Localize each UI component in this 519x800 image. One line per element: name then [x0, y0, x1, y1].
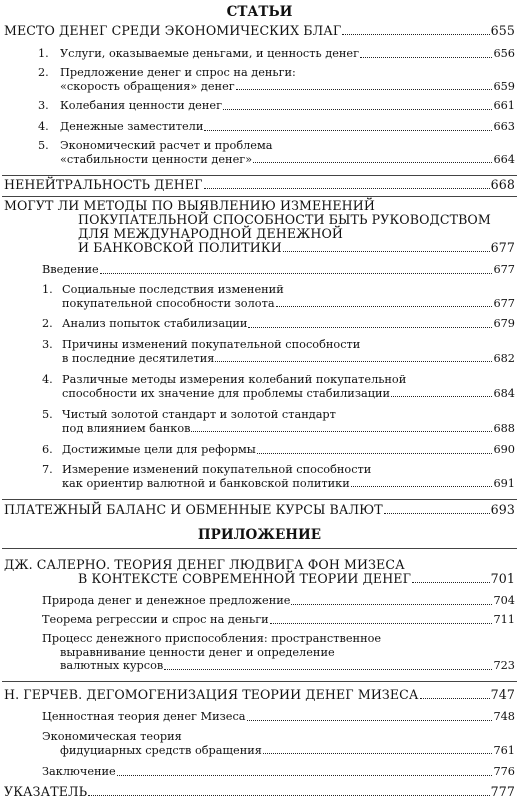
entry-title: «скорость обращения» денег: [60, 79, 235, 93]
toc-entry[interactable]: [42, 765, 515, 779]
entry-title-line: ДЛЯ МЕЖДУНАРОДНОЙ ДЕНЕЖНОЙ: [78, 226, 343, 241]
page-number: 690: [493, 443, 515, 456]
entry-number: 2.: [38, 66, 49, 79]
page-number: 748: [493, 710, 515, 723]
section-heading-appendix: ПРИЛОЖЕНИЕ: [197, 527, 322, 543]
toc-entry[interactable]: [42, 373, 515, 400]
page-number: 677: [493, 296, 515, 310]
toc-entry[interactable]: [42, 613, 515, 627]
entry-title: Заключение: [42, 765, 116, 778]
dot-leader: [247, 719, 493, 721]
entry-title: Теорема регрессии и спрос на деньги: [42, 613, 269, 626]
dot-leader: [253, 161, 492, 163]
page-number: 704: [493, 594, 515, 607]
entry-title-line: Измерение изменений покупательной способности: [62, 463, 372, 476]
entry-title-line: Предложение денег и спрос на деньги:: [60, 66, 296, 79]
dot-leader: [236, 88, 493, 90]
dot-leader: [351, 485, 493, 487]
entry-title: Денежные заместители: [60, 120, 204, 133]
entry-title-line: МОГУТ ЛИ МЕТОДЫ ПО ВЫЯВЛЕНИЮ ИЗМЕНЕНИЙ: [4, 198, 375, 213]
toc-entry[interactable]: [4, 785, 515, 799]
dot-leader: [191, 430, 492, 432]
dot-leader: [223, 108, 492, 110]
dot-leader: [391, 395, 492, 397]
toc-entry[interactable]: [38, 99, 515, 113]
page-number: 677: [490, 240, 515, 255]
dot-leader: [204, 129, 492, 131]
divider: [2, 548, 517, 549]
entry-title: под влиянием банков: [62, 421, 191, 435]
dot-leader: [248, 326, 492, 328]
entry-title-line: Чистый золотой стандарт и золотой стандарт: [62, 408, 336, 421]
page-number: 655: [490, 23, 515, 38]
entry-title: Колебания ценности денег: [60, 99, 223, 112]
toc-entry[interactable]: [42, 463, 515, 490]
entry-title-line: Экономический расчет и проблема: [60, 139, 273, 152]
entry-title: способности их значение для проблемы стабилизации: [62, 386, 391, 400]
toc-entry[interactable]: [4, 199, 515, 255]
toc-entry[interactable]: [4, 558, 515, 586]
toc-entry[interactable]: [42, 443, 515, 457]
entry-title: как ориентир валютной и банковской политики: [62, 476, 350, 490]
entry-title: валютных курсов: [60, 659, 164, 673]
page-number: 679: [493, 317, 515, 330]
toc-entry[interactable]: [42, 710, 515, 724]
dot-leader: [263, 752, 493, 754]
entry-number: 3.: [38, 99, 49, 112]
entry-title: покупательной способности золота: [62, 296, 275, 310]
toc-entry[interactable]: [38, 139, 515, 166]
entry-title-line: выравнивание ценности денег и определение: [60, 645, 335, 659]
toc-entry[interactable]: [4, 688, 515, 702]
dot-leader: [342, 33, 489, 35]
dot-leader: [420, 697, 490, 699]
entry-title: Ценностная теория денег Мизеса: [42, 710, 246, 723]
entry-number: 5.: [42, 408, 53, 421]
entry-number: 2.: [42, 317, 53, 330]
dot-leader: [88, 794, 489, 796]
page-number: 711: [493, 613, 515, 626]
toc-entry[interactable]: [42, 730, 515, 757]
dot-leader: [204, 187, 490, 189]
toc-entry[interactable]: [4, 503, 515, 517]
page-number: 723: [493, 659, 515, 673]
entry-title: Введение: [42, 263, 99, 276]
entry-title: УКАЗАТЕЛЬ: [4, 784, 88, 799]
page-number: 668: [490, 177, 515, 192]
entry-title-line: ПОКУПАТЕЛЬНОЙ СПОСОБНОСТИ БЫТЬ РУКОВОДСТВОМ: [78, 212, 491, 227]
entry-title: НЕНЕЙТРАЛЬНОСТЬ ДЕНЕГ: [4, 177, 203, 192]
entry-number: 4.: [42, 373, 53, 386]
toc-entry[interactable]: [4, 24, 515, 38]
toc-entry[interactable]: [38, 120, 515, 134]
entry-number: 1.: [42, 283, 53, 296]
page-number: 761: [493, 743, 515, 757]
toc-entry[interactable]: [38, 47, 515, 61]
page-number: 663: [493, 120, 515, 133]
page-number: 777: [490, 784, 515, 799]
entry-title: Природа денег и денежное предложение: [42, 594, 291, 607]
page-number: 747: [490, 687, 515, 702]
entry-title: фидуциарных средств обращения: [60, 743, 262, 757]
page-number: 701: [490, 571, 515, 586]
entry-number: 7.: [42, 463, 53, 476]
dot-leader: [412, 581, 490, 583]
section-heading-articles: СТАТЬИ: [226, 4, 293, 20]
dot-leader: [276, 305, 493, 307]
entry-title-line: Социальные последствия изменений: [62, 283, 284, 296]
dot-leader: [257, 452, 493, 454]
toc-entry[interactable]: [42, 263, 515, 277]
entry-number: 1.: [38, 47, 49, 60]
page-number: 691: [493, 476, 515, 490]
toc-entry[interactable]: [42, 338, 515, 365]
page-number: 656: [493, 47, 515, 60]
page-number: 664: [493, 152, 515, 166]
entry-title: Анализ попыток стабилизации: [62, 317, 248, 330]
toc-entry[interactable]: [42, 594, 515, 608]
entry-number: 4.: [38, 120, 49, 133]
entry-title: Услуги, оказываемые деньгами, и ценность денег: [60, 47, 360, 60]
entry-title: Н. ГЕРЧЕВ. ДЕГОМОГЕНИЗАЦИЯ ТЕОРИИ ДЕНЕГ МИЗЕСА: [4, 687, 419, 702]
page-number: 659: [493, 79, 515, 93]
divider: [2, 681, 517, 682]
entry-title-line: Процесс денежного приспособления: пространственное: [42, 632, 382, 645]
dot-leader: [291, 603, 492, 605]
toc-entry[interactable]: [4, 178, 515, 192]
entry-title: «стабильности ценности денег»: [60, 152, 253, 166]
entry-title: В КОНТЕКСТЕ СОВРЕМЕННОЙ ТЕОРИИ ДЕНЕГ: [78, 571, 412, 586]
toc-entry[interactable]: [42, 632, 515, 673]
divider: [2, 499, 517, 500]
entry-title-line: Различные методы измерения колебаний покупательной: [62, 373, 407, 386]
page-number: 677: [493, 263, 515, 276]
entry-title: И БАНКОВСКОЙ ПОЛИТИКИ: [78, 240, 282, 255]
divider: [2, 196, 517, 197]
dot-leader: [384, 512, 490, 514]
page-number: 684: [493, 386, 515, 400]
toc-entry[interactable]: [42, 408, 515, 435]
dot-leader: [100, 272, 493, 274]
dot-leader: [215, 360, 492, 362]
page-number: 661: [493, 99, 515, 112]
divider: [2, 175, 517, 176]
dot-leader: [117, 774, 493, 776]
entry-title: ПЛАТЕЖНЫЙ БАЛАНС И ОБМЕННЫЕ КУРСЫ ВАЛЮТ: [4, 502, 383, 517]
toc-entry[interactable]: [42, 317, 515, 331]
entry-title-line: ДЖ. САЛЕРНО. ТЕОРИЯ ДЕНЕГ ЛЮДВИГА ФОН МИЗЕСА: [4, 557, 405, 572]
entry-title-line: Экономическая теория: [42, 730, 182, 743]
page-number: 688: [493, 421, 515, 435]
entry-title: Достижимые цели для реформы: [62, 443, 256, 456]
entry-number: 3.: [42, 338, 53, 351]
dot-leader: [270, 622, 493, 624]
entry-title: в последние десятилетия: [62, 351, 215, 365]
toc-entry[interactable]: [42, 283, 515, 310]
page-number: 693: [490, 502, 515, 517]
entry-number: 6.: [42, 443, 53, 456]
page-number: 682: [493, 351, 515, 365]
entry-title-line: Причины изменений покупательной способности: [62, 338, 361, 351]
toc-entry[interactable]: [38, 66, 515, 93]
page-number: 776: [493, 765, 515, 778]
entry-title: МЕСТО ДЕНЕГ СРЕДИ ЭКОНОМИЧЕСКИХ БЛАГ: [4, 23, 342, 38]
dot-leader: [164, 668, 492, 670]
entry-number: 5.: [38, 139, 49, 152]
dot-leader: [360, 56, 492, 58]
dot-leader: [283, 250, 490, 252]
